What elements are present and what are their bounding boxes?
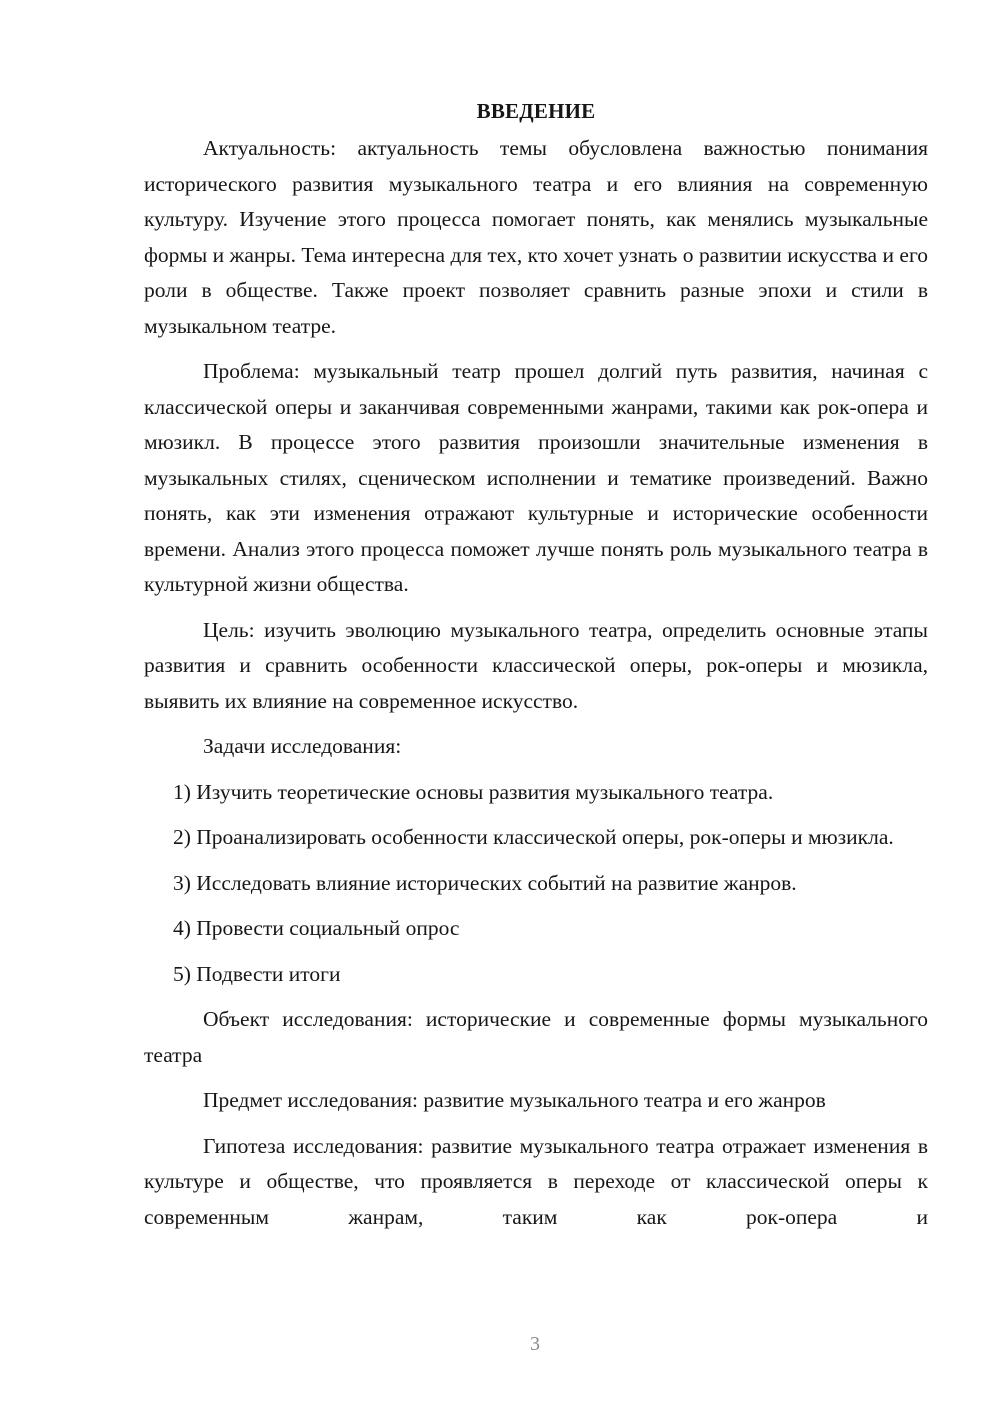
section-title: ВВЕДЕНИЕ <box>476 99 596 123</box>
task-item-1: 1) Изучить теоретические основы развития музыкального театра. <box>173 779 774 804</box>
task-item-3: 3) Исследовать влияние исторических событий на развитие жанров. <box>173 870 797 895</box>
task-item-4: 4) Провести социальный опрос <box>173 916 460 940</box>
object-paragraph: Объект исследования: исторические и современные формы музыкального театра <box>144 1007 928 1067</box>
subject-paragraph: Предмет исследования: развитие музыкального театра и его жанров <box>203 1088 826 1112</box>
problem-paragraph: Проблема: музыкальный театр прошел долгий путь развития, начиная с классической оперы и заканчивая современными жанрами, такими как рок-опера и мюзикл. В процессе этого развития произошли значительные изменения в музыкальных стилях, сценическом исполнении и тематике произведений. Важно понять, как эти изменения отражают культурные и исторические особенности времени. Анализ этого процесса поможет лучше понять роль музыкального театра в культурной жизни общества. <box>144 359 928 596</box>
task-item-5: 5) Подвести итоги <box>173 961 341 986</box>
goal-paragraph: Цель: изучить эволюцию музыкального театра, определить основные этапы развития и сравнить особенности классической оперы, рок-оперы и мюзикла, выявить их влияние на современное искусство. <box>144 617 928 713</box>
task-item-2: 2) Проанализировать особенности классической оперы, рок-оперы и мюзикла. <box>173 825 894 849</box>
hypothesis-paragraph: Гипотеза исследования: развитие музыкального театра отражает изменения в культуре и обществе, что проявляется в переходе от классической оперы к современным жанрам, таким как рок-опера и <box>144 1133 928 1229</box>
tasks-heading: Задачи исследования: <box>203 734 402 758</box>
page-number: 3 <box>530 1333 540 1355</box>
relevance-paragraph: Актуальность: актуальность темы обусловлена важностью понимания исторического развития музыкального театра и его влияния на современную культуру. Изучение этого процесса помогает понять, как менялись музыкальные формы и жанры. Тема интересна для тех, кто хочет узнать о развитии искусства и его роли в обществе. Также проект позволяет сравнить разные эпохи и стили в музыкальном театре. <box>144 136 928 338</box>
page-content <box>144 96 928 1245</box>
